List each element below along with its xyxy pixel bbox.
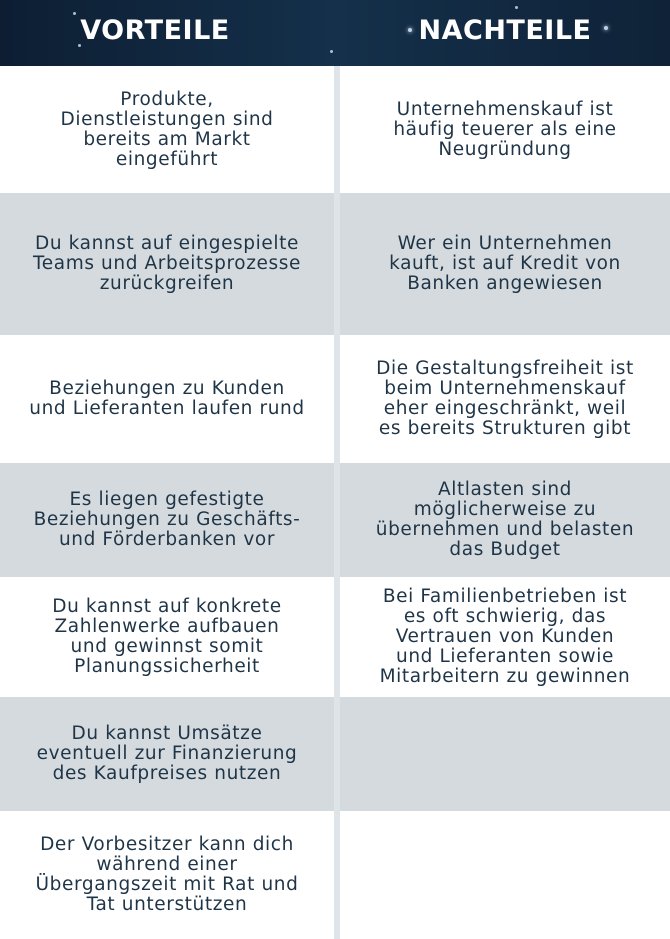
column-divider — [334, 66, 340, 939]
nachteile-heading: NACHTEILE — [418, 14, 592, 46]
nachteil-cell: Altlasten sind möglicherweise zu übernehmen und belasten das Budget — [375, 479, 635, 560]
comparison-table — [0, 66, 670, 939]
nachteil-cell — [344, 811, 666, 939]
vorteil-cell: Beziehungen zu Kunden und Lieferanten laufen rund — [29, 378, 305, 419]
star-decoration — [330, 50, 333, 53]
table-header — [0, 0, 670, 66]
nachteil-cell — [344, 697, 666, 811]
vorteile-heading: VORTEILE — [80, 14, 230, 46]
vorteil-cell: Du kannst Umsätze eventuell zur Finanzierung des Kaufpreises nutzen — [36, 723, 298, 784]
nachteil-cell: Wer ein Unternehmen kauft, ist auf Kredit von Banken angewiesen — [389, 233, 621, 294]
nachteil-cell: Die Gestaltungsfreiheit ist beim Unternehmenskauf eher eingeschränkt, weil es bereits Strukturen gibt — [376, 358, 634, 439]
vorteil-cell: Produkte, Dienstleistungen sind bereits am Markt eingeführt — [60, 88, 274, 170]
nachteil-cell: Unternehmenskauf ist häufig teuerer als eine Neugründung — [393, 98, 617, 160]
vorteil-cell: Der Vorbesitzer kann dich während einer Übergangszeit mit Rat und Tat unterstützen — [35, 834, 299, 915]
vorteil-cell: Du kannst auf eingespielte Teams und Arbeitsprozesse zurückgreifen — [33, 233, 301, 294]
star-decoration — [515, 6, 518, 9]
vorteil-cell: Du kannst auf konkrete Zahlenwerke aufbauen und gewinnst somit Planungssicherheit — [52, 596, 282, 677]
vorteil-cell: Es liegen gefestigte Beziehungen zu Geschäfts- und Förderbanken vor — [33, 489, 301, 550]
nachteil-cell: Bei Familienbetrieben ist es oft schwierig, das Vertrauen von Kunden und Lieferanten sowie Mitarbeitern zu gewinnen — [379, 586, 631, 687]
